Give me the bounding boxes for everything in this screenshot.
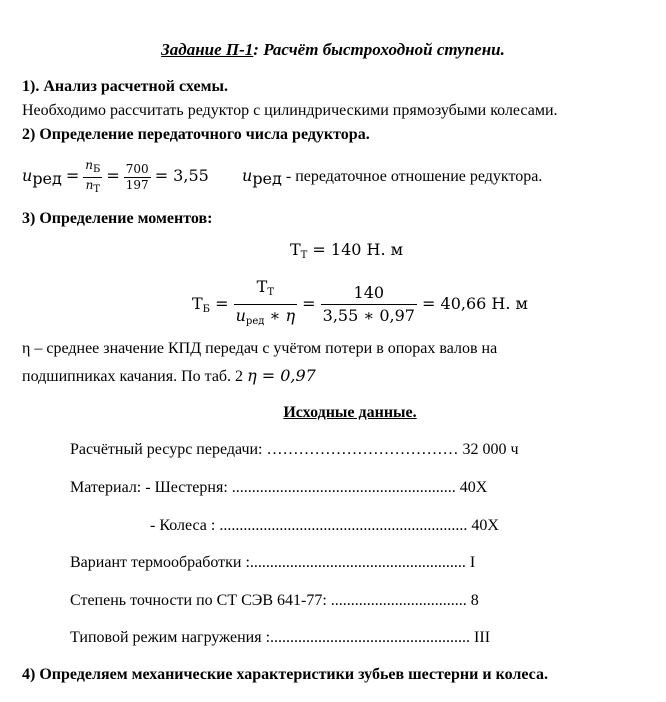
- title-prefix: Задание П-1: [161, 40, 254, 59]
- torque-fraction-2: $\frac{140}{3,55 ∗ 0,97}$: [322, 283, 415, 325]
- source-data-heading: Исходные данные.: [283, 404, 417, 421]
- torque-tb-formula: $T_Б$ = $\frac{T_Т}{u_{ред} ∗ \eta}$ = $\frac{140}{3,55 ∗ 0,97}$ = 40,66 Н. м: [192, 276, 528, 333]
- torque-tt-line: $T_Т = 140$ Н. м: [290, 240, 404, 261]
- eta-description-2: подшипниках качания. По таб. 2 η = 0,97: [22, 366, 316, 385]
- torque-fraction-1: $\frac{T_Т}{u_{ред} ∗ \eta}$: [235, 277, 296, 327]
- gear-ratio-formula: $u_{ред}$ = $\frac{n_Б}{n_Т}$ = $\frac{700}{197}$ = 3,55: [22, 158, 209, 195]
- source-row-heat-treatment: Вариант термообработки :...................................................... I: [70, 554, 476, 571]
- section-1-heading: 1). Анализ расчетной схемы.: [22, 78, 228, 95]
- value-fraction: $\frac{700}{197}$: [125, 162, 149, 192]
- speed-fraction: $\frac{n_Б}{n_Т}$: [85, 158, 101, 195]
- gear-ratio-description: $u_{ред}$ - передаточное отношение редуктора.: [242, 166, 543, 188]
- section-3-heading: 3) Определение моментов:: [22, 210, 213, 227]
- eta-description-1: η – среднее значение КПД передач с учётом потери в опорах валов на: [22, 340, 498, 357]
- source-row-accuracy: Степень точности по СТ СЭВ 641-77: .................................. 8: [70, 592, 479, 609]
- title-rest: : Расчёт быстроходной ступени.: [253, 40, 505, 59]
- source-row-material-pinion: Материал: - Шестерня: ........................................................ 40Х: [70, 479, 488, 496]
- section-1-text: Необходимо рассчитать редуктор с цилиндрическими прямозубыми колесами.: [22, 102, 558, 119]
- source-row-load-mode: Типовой режим нагружения :.................................................. III: [70, 629, 491, 646]
- source-row-material-wheel: - Колеса : .............................................................. 40Х: [150, 517, 499, 534]
- page-title: [0, 40, 666, 60]
- section-4-heading: 4) Определяем механические характеристики зубьев шестерни и колеса.: [22, 666, 548, 683]
- section-2-heading: 2) Определение передаточного числа редуктора.: [22, 126, 370, 143]
- source-row-resource: Расчётный ресурс передачи: ……………………………… 32 000 ч: [70, 441, 519, 458]
